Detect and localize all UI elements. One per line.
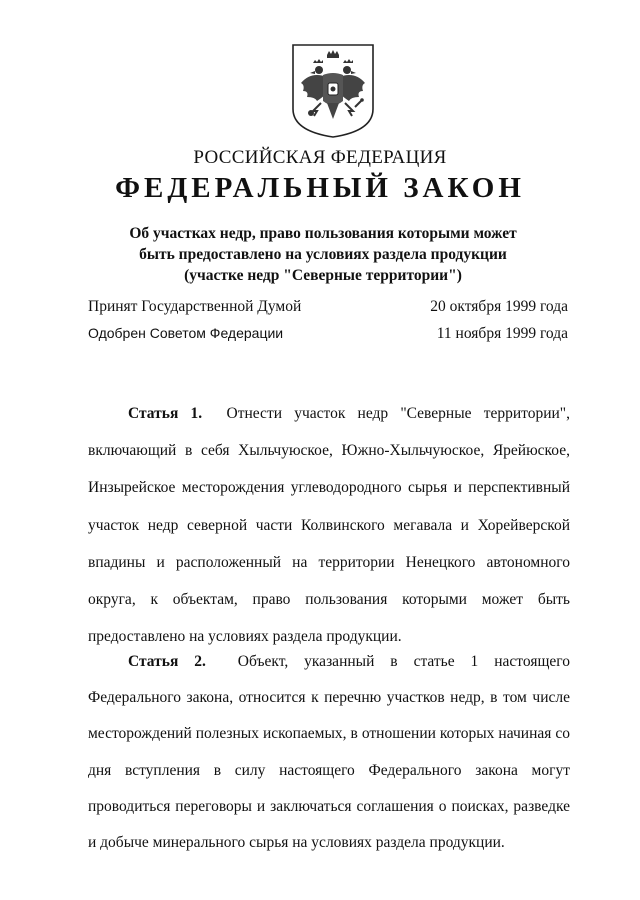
- article-label: Статья 1.: [128, 405, 203, 422]
- law-title-line: Об участках недр, право пользования которыми может: [129, 225, 517, 242]
- country-name: РОССИЙСКАЯ ФЕДЕРАЦИЯ: [193, 147, 447, 168]
- state-emblem-icon: [291, 43, 375, 139]
- adopted-date: 20 октября 1999 года: [430, 298, 568, 315]
- article-1: [88, 395, 570, 655]
- law-title: [90, 223, 556, 286]
- law-title-line: (участке недр "Северные территории"): [184, 267, 462, 284]
- approved-date: 11 ноября 1999 года: [436, 325, 568, 342]
- document-type: ФЕДЕРАЛЬНЫЙ ЗАКОН: [115, 172, 525, 204]
- article-2: [88, 644, 570, 861]
- article-label: Статья 2.: [128, 653, 206, 670]
- approved-label: Одобрен Советом Федерации: [88, 325, 284, 341]
- adopted-label: Принят Государственной Думой: [88, 298, 302, 315]
- article-text: Отнести участок недр "Северные территории", включающий в себя Хыльчуюское, Южно-Хыльчуюское, Ярейюское, Инзырейское месторождения углеводородного сырья и перспективный участок недр северной части Колвинского мегавала и Хорейверской впадины и расположенный на территории Ненецкого автономного округа, к объектам, право пользования которыми может быть предоставлено на условиях раздела продукции.: [88, 405, 570, 646]
- law-title-line: быть предоставлено на условиях раздела продукции: [139, 246, 507, 263]
- article-text: Объект, указанный в статье 1 настоящего Федерального закона, относится к перечню участков недр, в том числе месторождений полезных ископаемых, в отношении которых начиная со дня вступления в силу настоящего Федерального закона могут проводиться переговоры и заключаться соглашения о поисках, разведке и добыче минерального сырья на условиях раздела продукции.: [88, 653, 570, 852]
